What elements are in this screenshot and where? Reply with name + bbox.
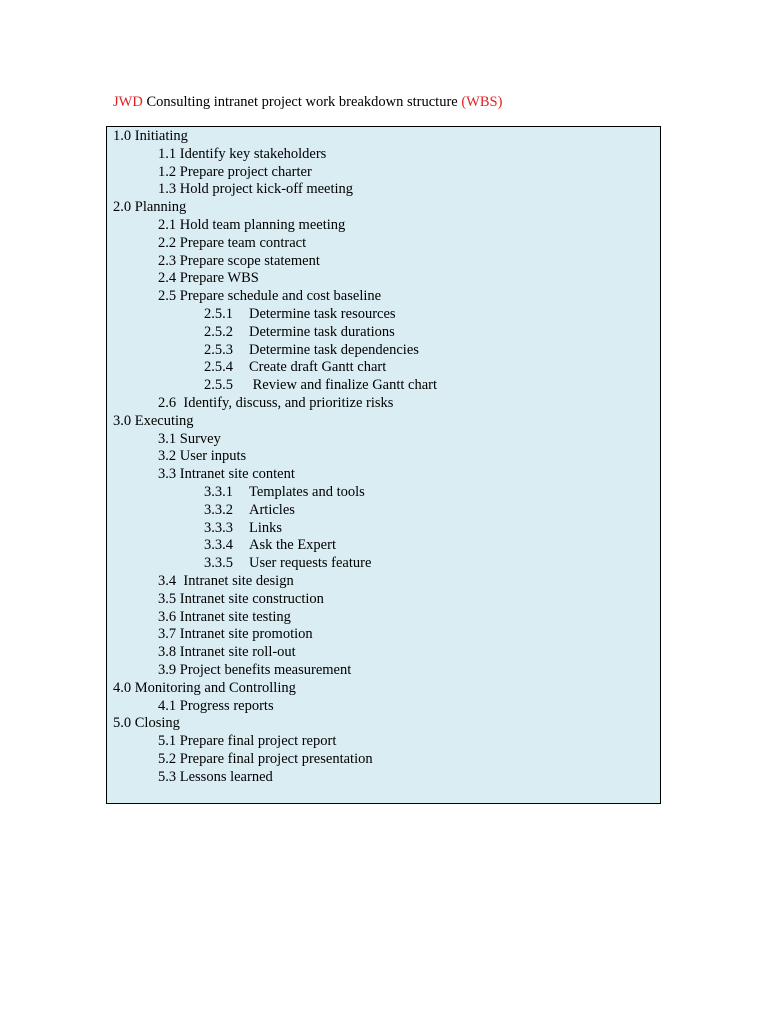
wbs-item-3-3 bbox=[113, 466, 437, 484]
wbs-item-label: Determine task dependencies bbox=[249, 341, 419, 358]
wbs-item-number: 3.3 bbox=[158, 466, 177, 483]
wbs-item-label: Identify key stakeholders bbox=[179, 145, 327, 162]
wbs-item-2-5-3 bbox=[113, 342, 437, 360]
wbs-item-number: 2.5.3 bbox=[204, 341, 233, 358]
wbs-item-label: Templates and tools bbox=[249, 483, 365, 500]
wbs-item-number: 5.3 bbox=[158, 768, 177, 785]
wbs-item-label: Review and finalize Gantt chart bbox=[249, 377, 438, 394]
wbs-item-label: Executing bbox=[134, 412, 194, 429]
wbs-item-2-5-5 bbox=[113, 377, 437, 395]
wbs-item-2-5-2 bbox=[113, 324, 437, 342]
wbs-item-4-0 bbox=[113, 680, 437, 698]
wbs-item-2-6 bbox=[113, 395, 437, 413]
wbs-item-label: Prepare final project presentation bbox=[179, 750, 373, 767]
title-suffix: (WBS) bbox=[461, 94, 503, 110]
wbs-item-label: Prepare scope statement bbox=[179, 252, 320, 269]
wbs-item-number: 3.3.4 bbox=[204, 537, 233, 554]
document-title bbox=[113, 93, 502, 111]
wbs-item-label: Articles bbox=[249, 501, 295, 518]
wbs-item-number: 1.0 bbox=[113, 128, 132, 144]
wbs-item-1-0 bbox=[113, 128, 437, 146]
wbs-item-number: 2.4 bbox=[158, 270, 177, 287]
wbs-item-label: User inputs bbox=[179, 448, 247, 465]
wbs-item-number: 3.6 bbox=[158, 608, 177, 625]
wbs-item-label: Monitoring and Controlling bbox=[134, 679, 296, 696]
wbs-item-number: 2.1 bbox=[158, 216, 177, 233]
wbs-item-label: Prepare team contract bbox=[179, 234, 307, 251]
wbs-item-number: 2.5.4 bbox=[204, 359, 233, 376]
wbs-item-number: 3.0 bbox=[113, 412, 132, 429]
wbs-item-2-3 bbox=[113, 253, 437, 271]
wbs-item-number: 5.2 bbox=[158, 750, 177, 767]
wbs-item-4-1 bbox=[113, 698, 437, 716]
wbs-item-number: 1.3 bbox=[158, 181, 177, 198]
wbs-item-3-3-2 bbox=[113, 502, 437, 520]
wbs-item-label: Closing bbox=[134, 715, 180, 732]
wbs-item-2-1 bbox=[113, 217, 437, 235]
wbs-item-label: Determine task resources bbox=[249, 305, 396, 322]
wbs-item-number: 2.5.5 bbox=[204, 377, 233, 394]
wbs-item-2-5-1 bbox=[113, 306, 437, 324]
wbs-item-3-2 bbox=[113, 448, 437, 466]
wbs-item-number: 3.3.1 bbox=[204, 483, 233, 500]
wbs-item-number: 3.9 bbox=[158, 661, 177, 678]
title-main: Consulting intranet project work breakdown structure bbox=[142, 94, 462, 110]
wbs-item-label: Links bbox=[249, 519, 283, 536]
wbs-item-label: Intranet site roll-out bbox=[179, 644, 296, 661]
wbs-item-number: 5.1 bbox=[158, 733, 177, 750]
wbs-item-number: 3.3.5 bbox=[204, 555, 233, 572]
wbs-item-3-7 bbox=[113, 626, 437, 644]
wbs-item-1-2 bbox=[113, 164, 437, 182]
title-prefix: JWD bbox=[113, 94, 143, 110]
wbs-item-1-1 bbox=[113, 146, 437, 164]
wbs-item-label: Identify, discuss, and prioritize risks bbox=[179, 394, 394, 411]
wbs-item-number: 3.7 bbox=[158, 626, 177, 643]
wbs-item-label: Hold project kick-off meeting bbox=[179, 181, 354, 198]
wbs-item-label: Intranet site content bbox=[179, 466, 295, 483]
wbs-item-label: Progress reports bbox=[179, 697, 274, 714]
wbs-item-3-3-4 bbox=[113, 537, 437, 555]
wbs-item-3-5 bbox=[113, 591, 437, 609]
wbs-item-3-3-3 bbox=[113, 520, 437, 538]
wbs-item-number: 3.4 bbox=[158, 572, 177, 589]
wbs-item-label: Prepare final project report bbox=[179, 733, 337, 750]
wbs-item-number: 1.1 bbox=[158, 145, 177, 162]
wbs-item-label: Create draft Gantt chart bbox=[249, 359, 387, 376]
wbs-item-number: 3.2 bbox=[158, 448, 177, 465]
wbs-item-label: Intranet site promotion bbox=[179, 626, 313, 643]
wbs-item-2-4 bbox=[113, 270, 437, 288]
wbs-item-number: 3.8 bbox=[158, 644, 177, 661]
wbs-item-5-3 bbox=[113, 769, 437, 787]
wbs-item-3-3-5 bbox=[113, 555, 437, 573]
wbs-item-number: 5.0 bbox=[113, 715, 132, 732]
wbs-item-label: Ask the Expert bbox=[249, 537, 336, 554]
wbs-item-2-5 bbox=[113, 288, 437, 306]
wbs-item-label: Determine task durations bbox=[249, 323, 395, 340]
wbs-item-2-2 bbox=[113, 235, 437, 253]
wbs-item-label: Lessons learned bbox=[179, 768, 273, 785]
wbs-item-label: Intranet site design bbox=[179, 572, 294, 589]
wbs-item-label: User requests feature bbox=[249, 555, 372, 572]
wbs-list bbox=[113, 128, 437, 786]
wbs-item-label: Initiating bbox=[134, 128, 188, 144]
wbs-item-3-9 bbox=[113, 662, 437, 680]
wbs-item-5-2 bbox=[113, 751, 437, 769]
wbs-item-3-1 bbox=[113, 431, 437, 449]
wbs-item-label: Prepare WBS bbox=[179, 270, 259, 287]
wbs-item-1-3 bbox=[113, 181, 437, 199]
wbs-item-number: 3.1 bbox=[158, 430, 177, 447]
wbs-item-2-0 bbox=[113, 199, 437, 217]
wbs-item-number: 2.5.2 bbox=[204, 323, 233, 340]
wbs-item-number: 2.0 bbox=[113, 199, 132, 216]
wbs-item-number: 1.2 bbox=[158, 163, 177, 180]
wbs-item-5-0 bbox=[113, 715, 437, 733]
wbs-item-number: 3.5 bbox=[158, 590, 177, 607]
wbs-item-3-0 bbox=[113, 413, 437, 431]
wbs-box bbox=[106, 126, 661, 804]
wbs-item-label: Intranet site construction bbox=[179, 590, 324, 607]
wbs-item-3-8 bbox=[113, 644, 437, 662]
wbs-item-number: 2.5 bbox=[158, 288, 177, 305]
wbs-item-3-4 bbox=[113, 573, 437, 591]
wbs-item-number: 4.0 bbox=[113, 679, 132, 696]
wbs-item-number: 4.1 bbox=[158, 697, 177, 714]
wbs-item-number: 2.6 bbox=[158, 394, 177, 411]
wbs-item-label: Prepare project charter bbox=[179, 163, 312, 180]
wbs-item-label: Planning bbox=[134, 199, 187, 216]
wbs-item-label: Hold team planning meeting bbox=[179, 216, 346, 233]
wbs-item-label: Prepare schedule and cost baseline bbox=[179, 288, 382, 305]
wbs-item-number: 3.3.2 bbox=[204, 501, 233, 518]
wbs-item-number: 2.5.1 bbox=[204, 305, 233, 322]
wbs-item-number: 2.2 bbox=[158, 234, 177, 251]
wbs-item-number: 2.3 bbox=[158, 252, 177, 269]
wbs-item-3-6 bbox=[113, 609, 437, 627]
wbs-item-5-1 bbox=[113, 733, 437, 751]
wbs-item-label: Project benefits measurement bbox=[179, 661, 352, 678]
wbs-item-3-3-1 bbox=[113, 484, 437, 502]
wbs-item-label: Survey bbox=[179, 430, 221, 447]
wbs-item-number: 3.3.3 bbox=[204, 519, 233, 536]
wbs-item-label: Intranet site testing bbox=[179, 608, 291, 625]
wbs-item-2-5-4 bbox=[113, 359, 437, 377]
